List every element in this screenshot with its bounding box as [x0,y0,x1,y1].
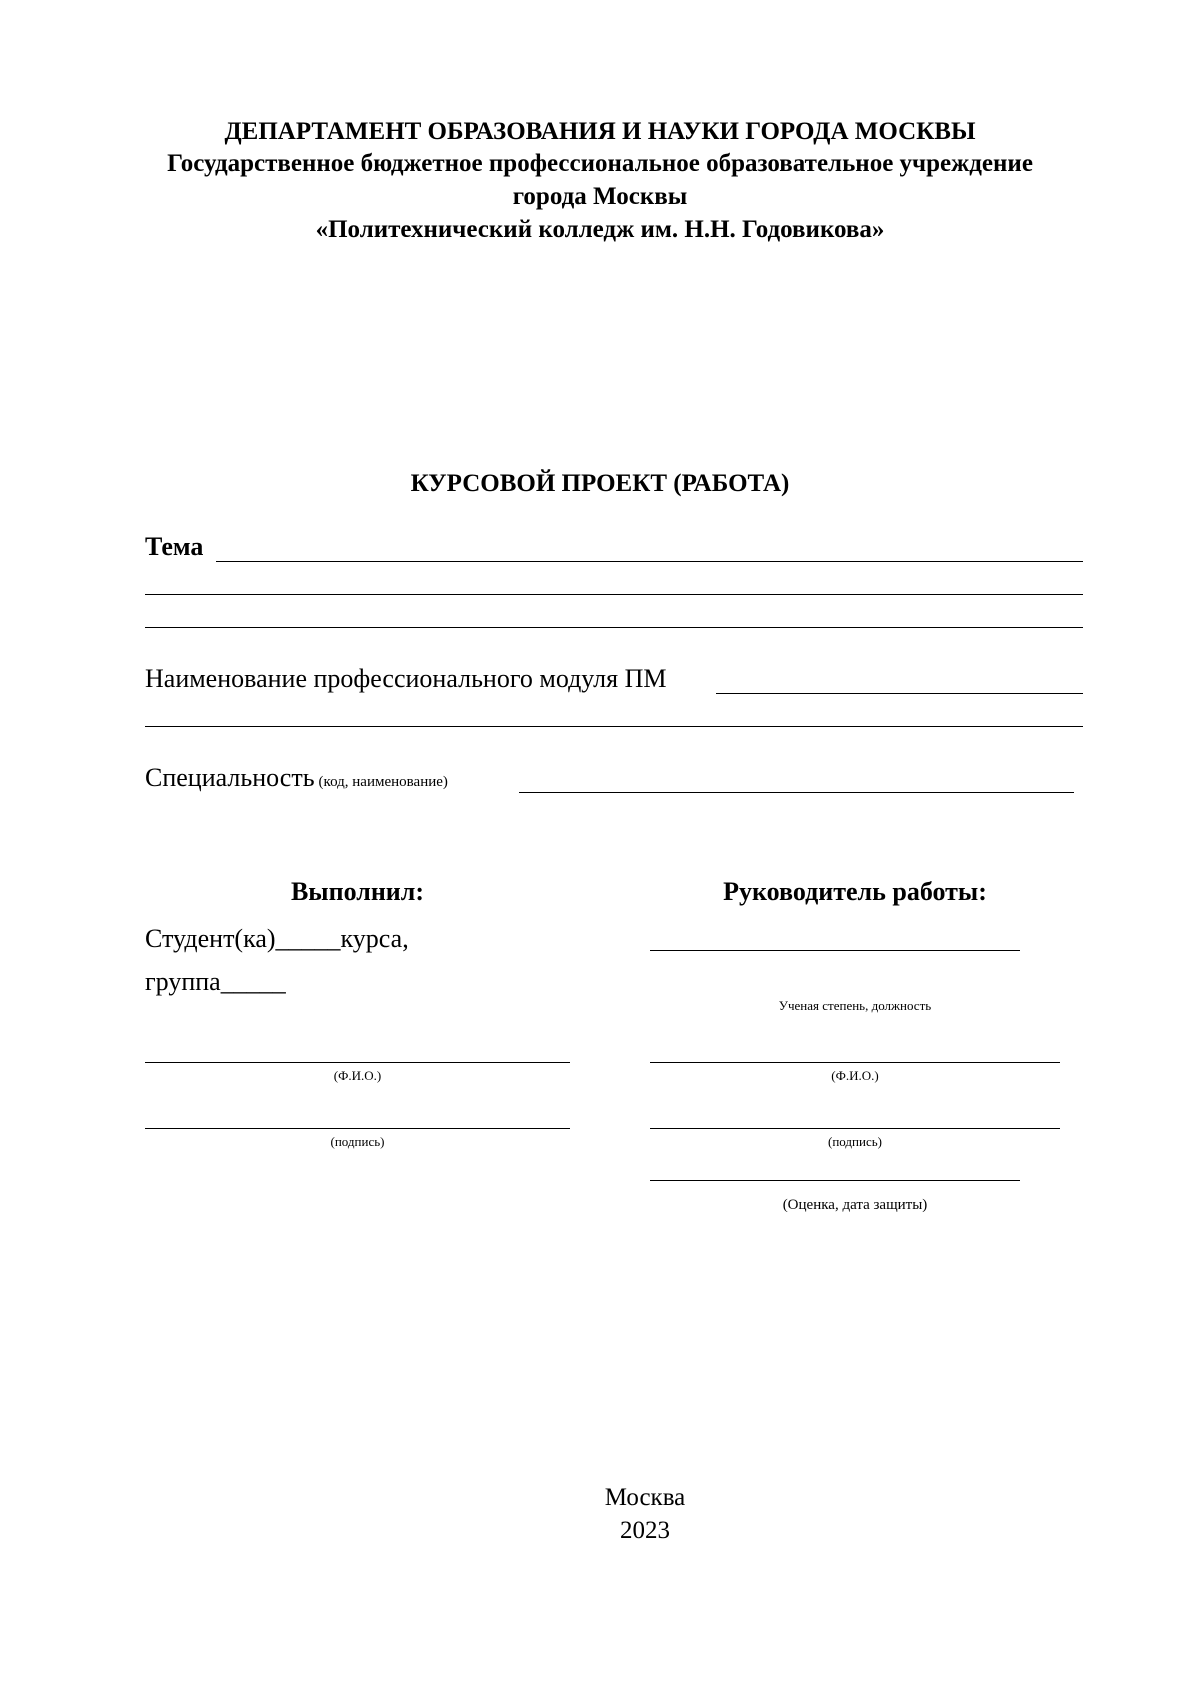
student-group-label: группа [145,967,221,996]
student-heading: Выполнил: [290,877,425,906]
institution-name-line1: Государственное бюджетное профессиональное образовательное учреждение [167,150,1033,177]
department-title: ДЕПАРТАМЕНТ ОБРАЗОВАНИЯ И НАУКИ ГОРОДА МОСКВЫ [224,118,976,145]
supervisor-degree-line[interactable] [650,950,1020,951]
student-course-suffix: курса, [340,924,409,953]
supervisor-signature-line[interactable] [650,1128,1060,1129]
student-course-line [145,924,409,954]
specialty-label: Специальность [145,763,315,792]
supervisor-grade-caption: (Оценка, дата защиты) [782,1197,928,1213]
college-name: «Политехнический колледж им. Н.Н. Годовикова» [315,216,885,243]
module-input-line-2[interactable] [145,726,1083,727]
topic-label: Тема [145,532,204,561]
student-signature-caption: (подпись) [330,1134,385,1149]
topic-input-line-1[interactable] [216,561,1083,562]
student-group-blank[interactable]: _____ [220,967,286,996]
document-title: КУРСОВОЙ ПРОЕКТ (РАБОТА) [410,470,790,497]
student-fio-line[interactable] [145,1062,570,1063]
supervisor-degree-caption: Ученая степень, должность [778,998,932,1013]
student-group-line [145,967,286,997]
supervisor-fio-caption: (Ф.И.О.) [831,1068,879,1083]
supervisor-signature-caption: (подпись) [828,1134,882,1149]
student-course-blank[interactable]: _____ [275,924,341,953]
institution-name-line2: города Москвы [512,183,688,210]
student-fio-caption: (Ф.И.О.) [333,1068,382,1083]
specialty-input-line[interactable] [519,792,1074,793]
supervisor-grade-line[interactable] [650,1180,1020,1181]
footer-city: Москва [604,1484,686,1511]
specialty-hint: (код, наименование) [318,774,448,790]
topic-input-line-3[interactable] [145,627,1083,628]
student-course-prefix: Студент(ка) [145,924,276,953]
specialty-field-label [145,763,448,793]
topic-input-line-2[interactable] [145,594,1083,595]
module-input-line-1[interactable] [716,693,1083,694]
supervisor-heading: Руководитель работы: [723,877,987,906]
student-signature-line[interactable] [145,1128,570,1129]
footer-year: 2023 [620,1517,670,1544]
supervisor-fio-line[interactable] [650,1062,1060,1063]
module-label: Наименование профессионального модуля ПМ [145,664,667,693]
